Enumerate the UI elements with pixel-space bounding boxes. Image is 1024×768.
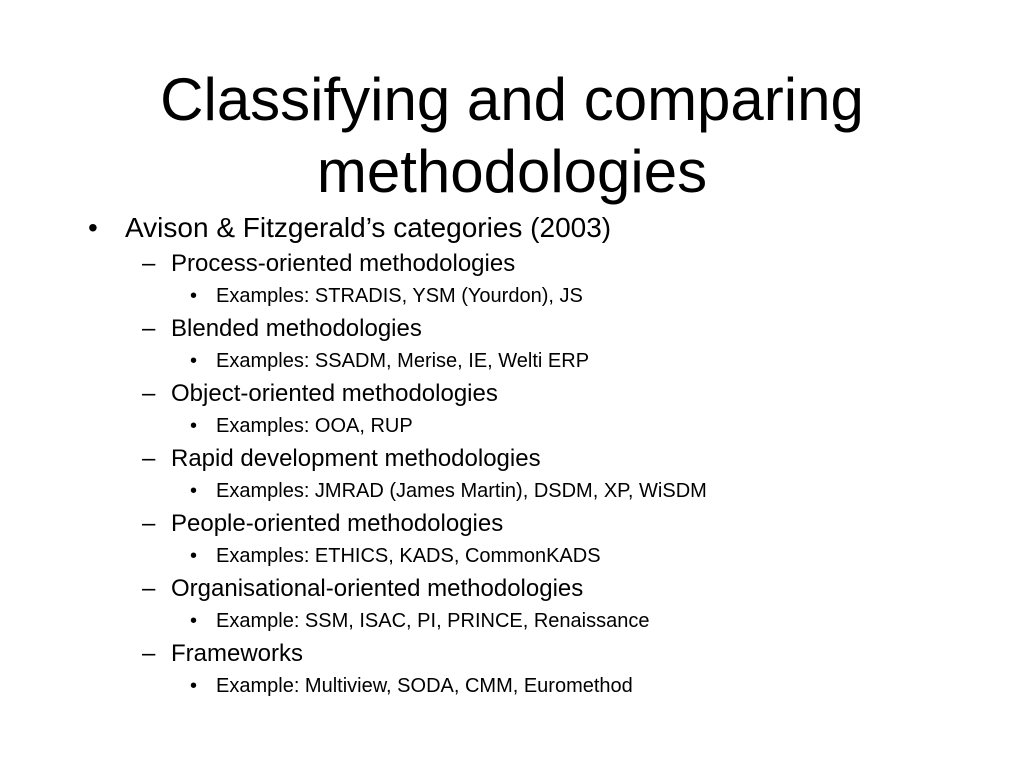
category-label: Object-oriented methodologies — [171, 380, 498, 407]
dash-marker: – — [142, 510, 156, 537]
category-label: Organisational-oriented methodologies — [171, 575, 584, 602]
example-text: Examples: SSADM, Merise, IE, Welti ERP — [216, 350, 590, 372]
dash-marker: – — [142, 250, 156, 277]
bullet-marker: • — [88, 212, 98, 243]
category-label: Process-oriented methodologies — [171, 250, 516, 277]
sub-bullet-marker: • — [190, 480, 198, 502]
example-text: Example: Multiview, SODA, CMM, Euromethod — [216, 675, 633, 697]
main-bullet-text: Avison & Fitzgerald’s categories (2003) — [125, 212, 612, 243]
sub-bullet-marker: • — [190, 610, 198, 632]
slide-title-line-1: Classifying and comparing — [160, 66, 864, 133]
example-text: Examples: JMRAD (James Martin), DSDM, XP, WiSDM — [216, 480, 707, 502]
category-label: Rapid development methodologies — [171, 445, 541, 472]
example-text: Examples: OOA, RUP — [216, 415, 413, 437]
slide-title-line-2: methodologies — [316, 138, 708, 205]
category-label: Blended methodologies — [171, 315, 422, 342]
example-text: Example: SSM, ISAC, PI, PRINCE, Renaissance — [216, 610, 650, 632]
sub-bullet-marker: • — [190, 545, 198, 567]
category-label: People-oriented methodologies — [171, 510, 504, 537]
dash-marker: – — [142, 315, 156, 342]
dash-marker: – — [142, 640, 156, 667]
example-text: Examples: STRADIS, YSM (Yourdon), JS — [216, 285, 583, 307]
dash-marker: – — [142, 575, 156, 602]
sub-bullet-marker: • — [190, 350, 198, 372]
dash-marker: – — [142, 445, 156, 472]
dash-marker: – — [142, 380, 156, 407]
slide-title — [0, 64, 1024, 208]
category-label: Frameworks — [171, 640, 304, 667]
sub-bullet-marker: • — [190, 415, 198, 437]
sub-bullet-marker: • — [190, 675, 198, 697]
sub-bullet-marker: • — [190, 285, 198, 307]
example-text: Examples: ETHICS, KADS, CommonKADS — [216, 545, 601, 567]
